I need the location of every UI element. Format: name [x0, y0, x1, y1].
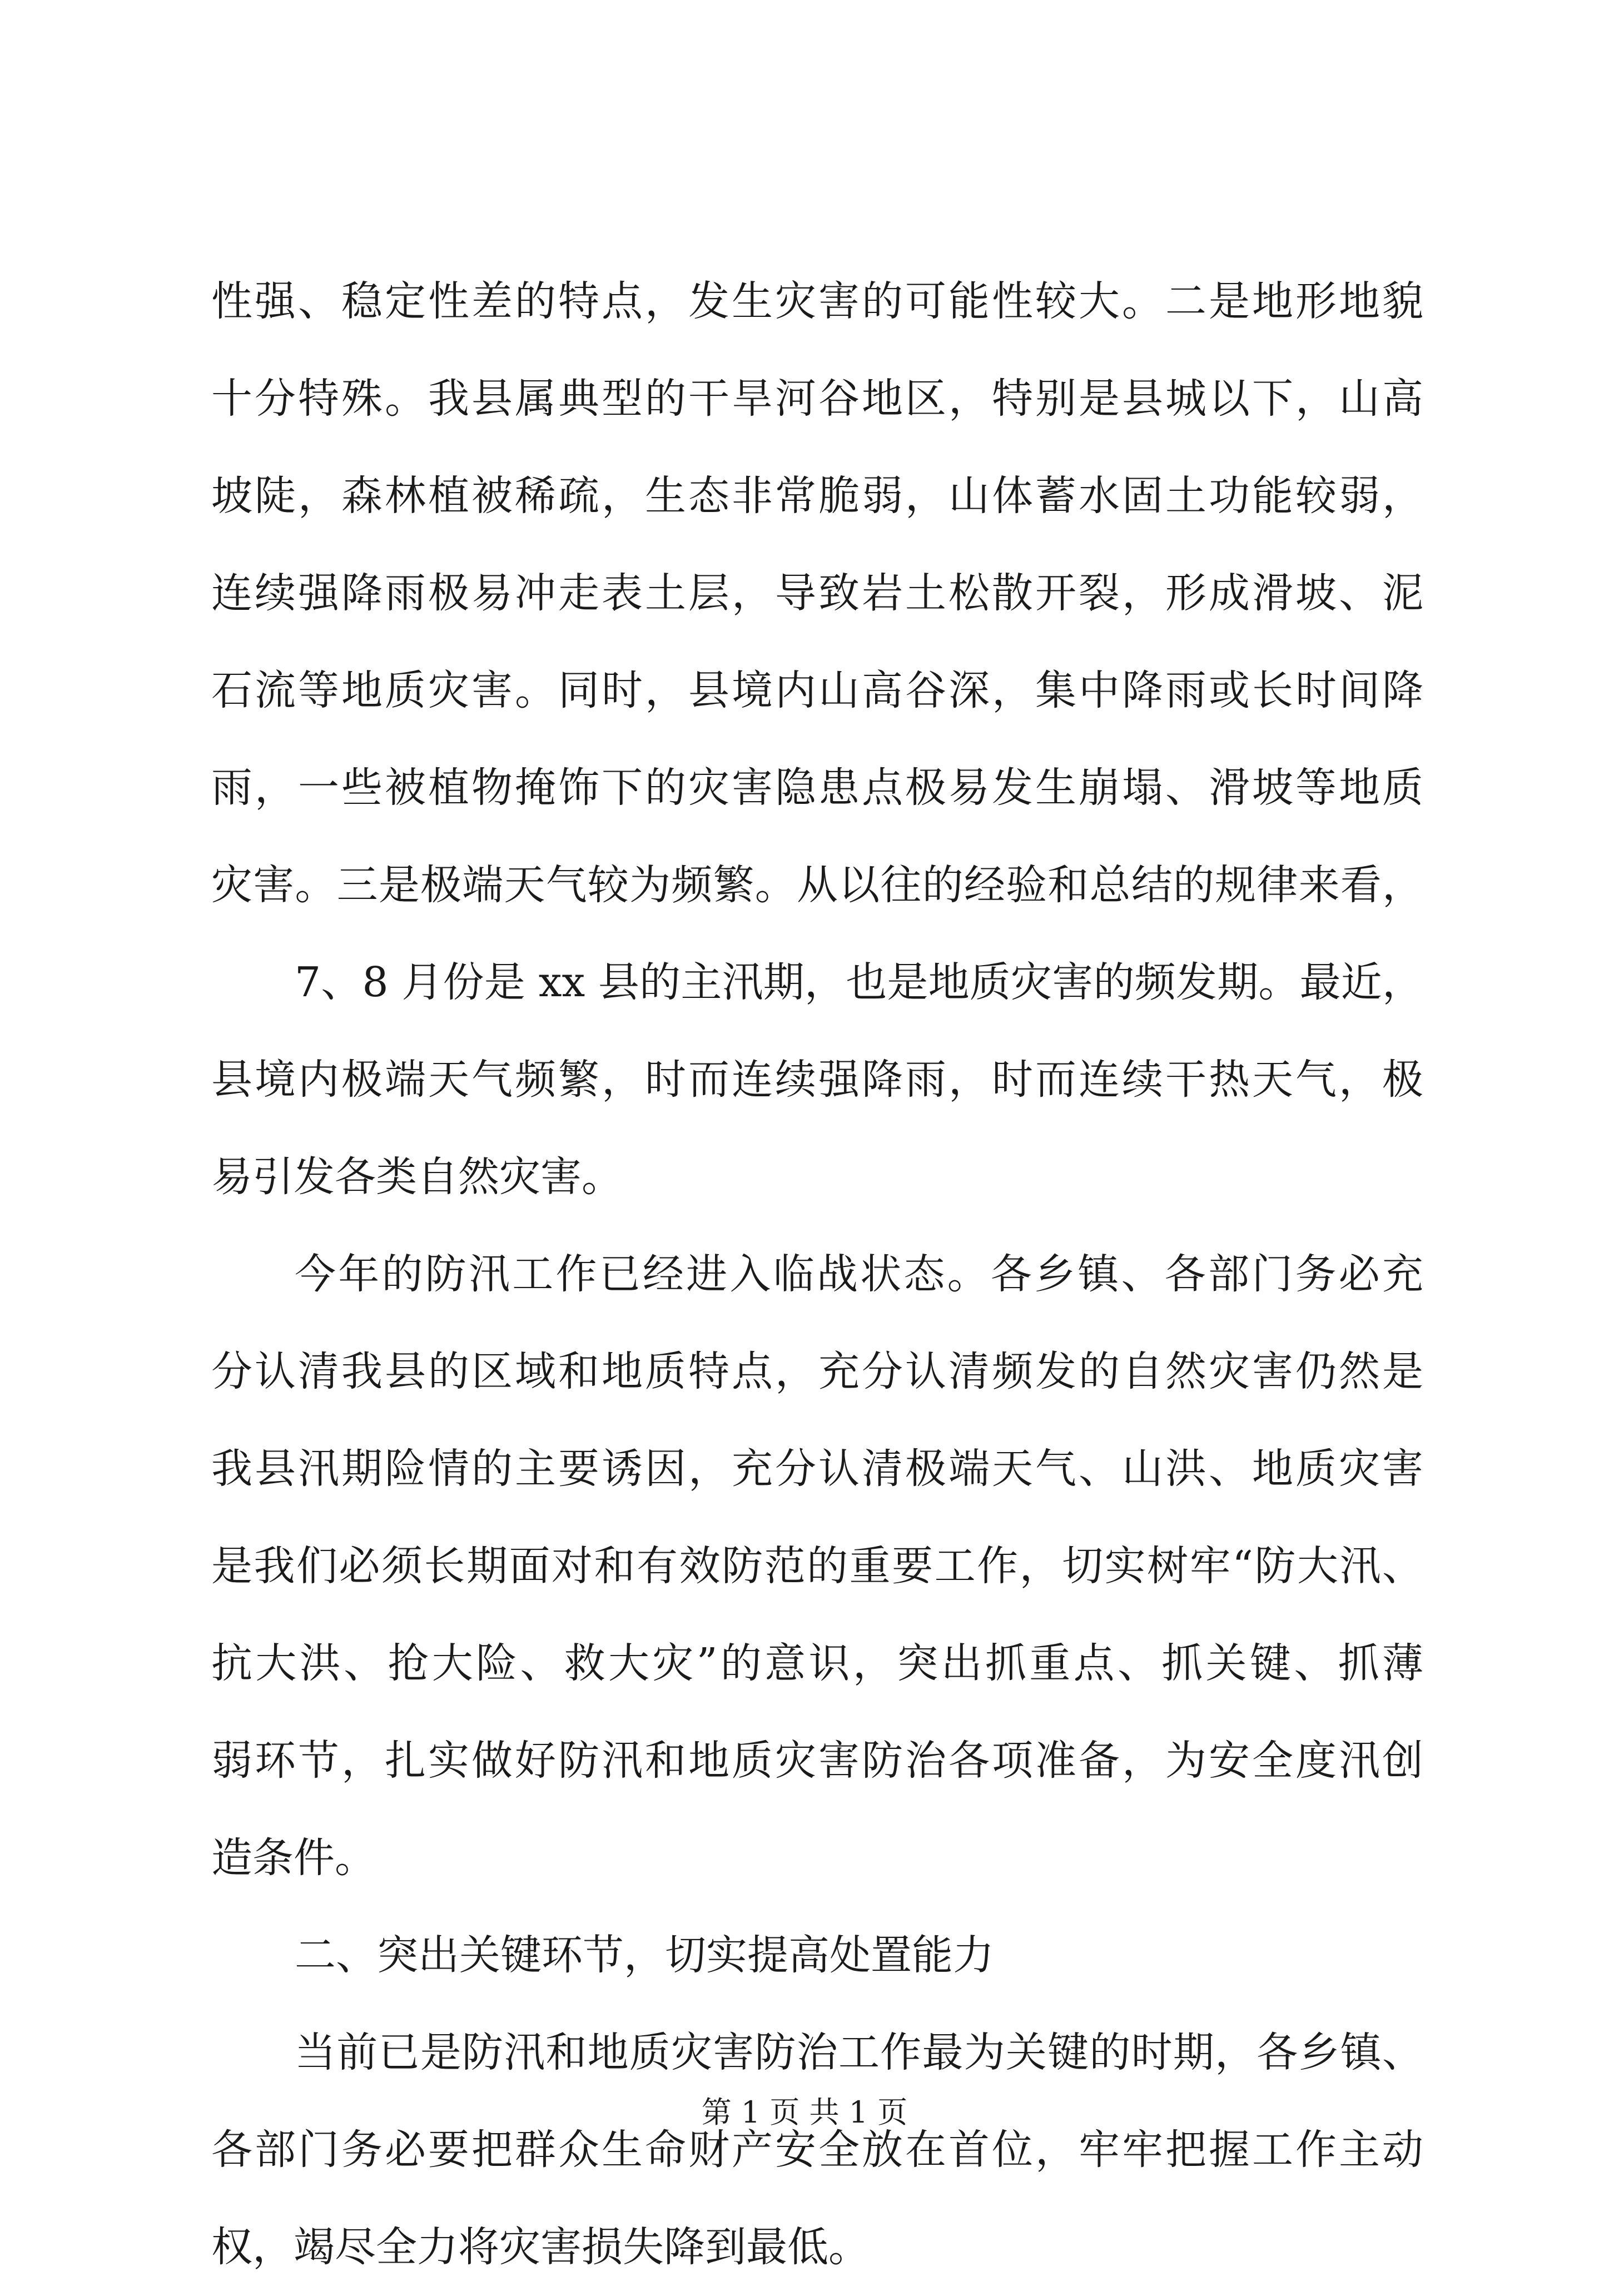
page-number-label: 第 1 页 共 1 页 — [701, 2095, 908, 2130]
text-line: 弱环节，扎实做好防汛和地质灾害防治各项准备，为安全度汛创 — [211, 1737, 1423, 1785]
text-line: 石流等地质灾害。同时，县境内山高谷深，集中降雨或长时间降 — [211, 667, 1423, 714]
text-line: 分认清我县的区域和地质特点，充分认清频发的自然灾害仍然是 — [211, 1348, 1423, 1395]
text-line: 易引发各类自然灾害。 — [211, 1153, 623, 1201]
text-line: 坡陡，森林植被稀疏，生态非常脆弱，山体蓄水固土功能较弱， — [211, 472, 1423, 520]
text-line: 当前已是防汛和地质灾害防治工作最为关键的时期，各乡镇、 — [295, 2029, 1423, 2076]
text-line: 造条件。 — [211, 1834, 376, 1882]
text-line: 连续强降雨极易冲走表土层，导致岩土松散开裂，形成滑坡、泥 — [211, 569, 1423, 617]
text-line: 县境内极端天气频繁，时而连续强降雨，时而连续干热天气，极 — [211, 1056, 1423, 1104]
text-line: 雨，一些被植物掩饰下的灾害隐患点极易发生崩塌、滑坡等地质 — [211, 764, 1423, 812]
page-footer — [0, 2090, 1609, 2135]
text-line: 十分特殊。我县属典型的干旱河谷地区，特别是县城以下，山高 — [211, 375, 1423, 423]
text-line: 灾害。三是极端天气较为频繁。从以往的经验和总结的规律来看， — [211, 861, 1423, 909]
text-line: 性强、稳定性差的特点，发生灾害的可能性较大。二是地形地貌 — [211, 277, 1423, 325]
text-line: 7、8 月份是 xx 县的主汛期，也是地质灾害的频发期。最近， — [295, 958, 1423, 1006]
text-line: 抗大洪、抢大险、救大灾”的意识，突出抓重点、抓关键、抓薄 — [211, 1639, 1423, 1687]
text-line: 权，竭尽全力将灾害损失降到最低。 — [211, 2223, 870, 2271]
text-line: 今年的防汛工作已经进入临战状态。各乡镇、各部门务必充 — [295, 1250, 1423, 1298]
text-line: 各部门务必要把群众生命财产安全放在首位，牢牢把握工作主动 — [211, 2126, 1423, 2174]
text-line: 是我们必须长期面对和有效防范的重要工作，切实树牢“防大汛、 — [211, 1542, 1423, 1590]
section-heading: 二、突出关键环节，切实提高处置能力 — [295, 1931, 994, 1979]
text-line: 我县汛期险情的主要诱因，充分认清极端天气、山洪、地质灾害 — [211, 1445, 1423, 1493]
document-body — [211, 253, 1423, 2296]
